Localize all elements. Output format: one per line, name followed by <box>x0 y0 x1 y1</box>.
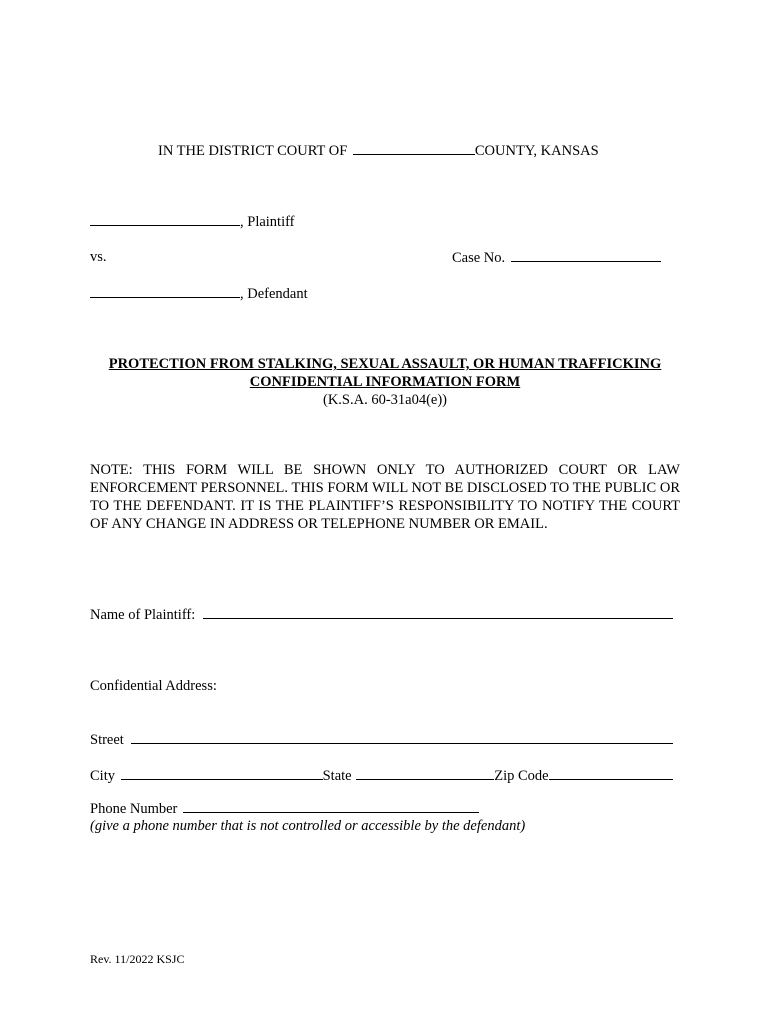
address-label: Confidential Address: <box>90 678 217 694</box>
name-input[interactable] <box>203 605 673 619</box>
city-label: City <box>90 768 115 784</box>
street-input[interactable] <box>131 730 673 744</box>
plaintiff-caption <box>90 212 295 231</box>
state-label: State <box>322 768 352 784</box>
street-label: Street <box>90 732 124 748</box>
plaintiff-label: , Plaintiff <box>240 214 295 230</box>
state-input[interactable] <box>356 766 494 780</box>
case-number <box>452 248 661 267</box>
form-title-line1: PROTECTION FROM STALKING, SEXUAL ASSAULT, OR HUMAN TRAFFICKING <box>108 356 662 372</box>
name-label: Name of Plaintiff: <box>90 607 196 623</box>
zip-label: Zip Code <box>494 768 549 784</box>
name-field <box>90 605 673 624</box>
revision-footer: Rev. 11/2022 KSJC <box>90 952 185 966</box>
case-no-blank[interactable] <box>511 248 661 262</box>
city-input[interactable] <box>121 766 323 780</box>
court-suffix: COUNTY, KANSAS <box>474 143 599 159</box>
street-field <box>90 730 673 749</box>
defendant-label: , Defendant <box>240 286 308 302</box>
city-state-zip-row <box>90 766 673 785</box>
phone-hint: (give a phone number that is not controlled or accessible by the defendant) <box>90 818 526 834</box>
zip-input[interactable] <box>549 766 673 780</box>
confidentiality-note: NOTE: THIS FORM WILL BE SHOWN ONLY TO AUTHORIZED COURT OR LAW ENFORCEMENT PERSONNEL. THIS FORM WILL NOT BE DISCLOSED TO THE PUBLIC OR TO THE DEFENDANT. IT IS THE PLAINTIFF’S RESPONSIBILITY TO NOTIFY THE COURT OF ANY CHANGE IN ADDRESS OR TELEPHONE NUMBER OR EMAIL. <box>90 462 680 532</box>
defendant-caption <box>90 284 308 303</box>
phone-input[interactable] <box>183 799 479 813</box>
case-no-label: Case No. <box>452 250 506 266</box>
statute-reference: (K.S.A. 60-31a04(e)) <box>322 392 448 408</box>
court-header <box>158 141 599 160</box>
phone-field <box>90 799 479 818</box>
defendant-blank[interactable] <box>90 284 240 298</box>
court-prefix: IN THE DISTRICT COURT OF <box>158 143 348 159</box>
plaintiff-blank[interactable] <box>90 212 240 226</box>
form-title-line2: CONFIDENTIAL INFORMATION FORM <box>249 374 521 390</box>
county-blank[interactable] <box>353 141 475 155</box>
vs-label: vs. <box>90 249 107 265</box>
phone-label: Phone Number <box>90 801 178 817</box>
